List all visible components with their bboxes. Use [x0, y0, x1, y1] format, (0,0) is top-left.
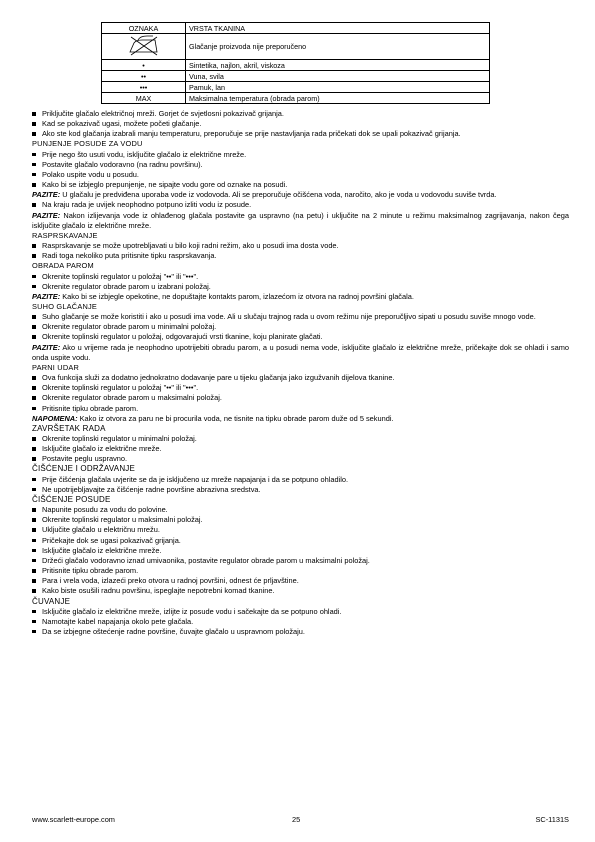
list-item-text: Okrenite toplinski regulator u položaj, odgovarajući vrsti tkanine, koju planirate glačati. [42, 332, 323, 342]
bullet-icon [32, 569, 36, 573]
list-item-text: Postavite peglu uspravno. [42, 454, 128, 464]
list-item [32, 434, 569, 444]
fabric-cell: Maksimalna temperatura (obrada parom) [186, 93, 490, 104]
list-item-text: Okrenite toplinski regulator u minimalni položaj. [42, 434, 197, 443]
fabric-cell: Pamuk, lan [186, 82, 490, 93]
bullet-icon [32, 163, 36, 167]
list-item [32, 485, 569, 495]
note-paragraph [32, 292, 569, 302]
section-heading: SUHO GLAČANJE [32, 301, 98, 311]
bullet-icon [32, 112, 36, 116]
table-row [102, 82, 490, 93]
list-item-text: Okrenite toplinski regulator u položaj "••" ili "•••". [42, 271, 199, 281]
fabric-cell: Sintetika, najlon, akril, viskoza [186, 60, 490, 71]
list-item [32, 556, 569, 566]
list-item-text: Ova funkcija služi za dodatno jednokratno dodavanje pare u tijeku glačanja jako izgužvanih dijelova tkanine. [42, 373, 395, 383]
table-row [102, 60, 490, 71]
bullet-icon [32, 386, 36, 390]
list-item-text: Okrenite regulator obrade parom u maksimalni položaj. [42, 393, 222, 403]
list-item-text: Okrenite toplinski regulator u maksimalni položaj. [42, 515, 203, 525]
bullet-icon [32, 620, 36, 624]
bullet-icon [32, 407, 36, 411]
list-item-text: Okrenite regulator obrade parom u minimalni položaj. [42, 322, 217, 332]
section-heading: OBRADA PAROM [32, 261, 94, 271]
bullet-icon [32, 254, 36, 258]
bullet-icon [32, 518, 36, 522]
list-item-text: Kad se pokazivač ugasi, možete početi glačanje. [42, 119, 202, 129]
list-item [32, 322, 569, 332]
list-item-text: Isključite glačalo iz električne mreže. [42, 545, 162, 555]
list-item-text: Isključite glačalo iz električne mreže, izlijte iz posude vodu i sačekajte da se potpuno ohladi. [42, 606, 342, 616]
section-heading: PARNI UDAR [32, 362, 80, 372]
list-item [32, 251, 569, 261]
list-item-text: Namotajte kabel napajanja okolo pete glačala. [42, 616, 194, 626]
footer-website: www.scarlett-europe.com [32, 815, 115, 824]
bullet-icon [32, 153, 36, 157]
section-heading: ZAVRŠETAK RADA [32, 423, 106, 433]
note-text: U glačalu je predviđena uporaba vode iz vodovoda. Ali se preporučuje očišćena voda, naročito, ako je voda u vodovodu suviše tvrda. [60, 190, 497, 200]
bullet-icon [32, 559, 36, 563]
list-item [32, 566, 569, 576]
list-item-text: Isključite glačalo iz električne mreže. [42, 444, 162, 454]
note-label: PAZITE: [32, 291, 61, 301]
bullet-icon [32, 488, 36, 492]
bullet-icon [32, 610, 36, 614]
bullet-icon [32, 315, 36, 319]
list-item-text: Uključite glačalo u električnu mrežu. [42, 525, 160, 535]
list-item [32, 282, 569, 292]
list-item-text: Postavite glačalo vodoravno (na radnu površinu). [42, 159, 203, 169]
fabric-cell: Vuna, svila [186, 71, 490, 82]
note-text: Kako iz otvora za paru ne bi procurila voda, ne tisnite na tipku obrade parom duže od 5 sekundi. [77, 413, 394, 423]
header-fabric: VRSTA TKANINA [186, 23, 490, 34]
bullet-icon [32, 376, 36, 380]
list-item-text: Ne upotrijebljavajte za čišćenje radne površine abrazivna sredstva. [42, 484, 261, 494]
table-row [102, 93, 490, 104]
bullet-icon [32, 335, 36, 339]
list-item-text: Priključite glačalo električnoj mreži. Gorjet će svjetlosni pokazivač grijanja. [42, 109, 284, 118]
list-item-text: Okrenite toplinski regulator u položaj "••" ili "•••". [42, 383, 199, 393]
note-text: Nakon izlijevanja vode iz ohlađenog glačala postavite ga uspravno (na petu) i uključite na 2 minute u režimu maksimalnog zagrijavanja, nakon čega isključite glačalo iz električne mreže. [32, 210, 569, 230]
footer-page-number: 25 [292, 815, 301, 824]
section-heading: ČUVANJE [32, 596, 71, 606]
section-heading: ČIŠĆENJE POSUDE [32, 494, 111, 504]
list-item-text: Držeći glačalo vodoravno iznad umivaonika, postavite regulator obrade parom u maksimalni položaj. [42, 555, 370, 565]
list-item [32, 404, 569, 414]
bullet-icon [32, 478, 36, 482]
instructions-body [32, 109, 569, 637]
mark-cell: ••• [102, 82, 186, 93]
list-item-text: Radi toga nekoliko puta pritisnite tipku rasprskavanja. [42, 251, 217, 261]
bullet-icon [32, 122, 36, 126]
bullet-icon [32, 203, 36, 207]
list-item [32, 170, 569, 180]
note-paragraph [32, 343, 569, 363]
section-heading: RASPRSKAVANJE [32, 230, 98, 240]
list-item-text: Suho glačanje se može koristiti i ako u posudi ima vode. Ali u slučaju trajnog rada u ovom režimu nije preporučljivo sipati u posudu suviše mnogo vode. [42, 312, 536, 322]
list-item [32, 332, 569, 342]
list-item-text: Pritisnite tipku obrade parom. [42, 403, 139, 413]
list-item [32, 525, 569, 535]
bullet-icon [32, 275, 36, 279]
mark-cell: • [102, 60, 186, 71]
bullet-icon [32, 132, 36, 136]
note-label: PAZITE: [32, 190, 61, 200]
list-item [32, 393, 569, 403]
list-item [32, 180, 569, 190]
bullet-icon [32, 183, 36, 187]
list-item-text: Para i vrela voda, izlazeći preko otvora u radnoj površini, odnest će prljavštine. [42, 576, 299, 586]
list-item [32, 129, 569, 139]
footer-model: SC-1131S [535, 815, 569, 824]
bullet-icon [32, 539, 36, 543]
bullet-icon [32, 630, 36, 634]
list-item [32, 241, 569, 251]
fabric-table [101, 22, 490, 104]
list-item [32, 475, 569, 485]
bullet-icon [32, 244, 36, 248]
list-item-text: Pričekajte dok se ugasi pokazivač grijanja. [42, 535, 181, 545]
list-item-text: Pritisnite tipku obrade parom. [42, 566, 139, 576]
list-item-text: Ako ste kod glačanja izabrali manju temperaturu, preporučuje se prije nastavljanja rada pričekati dok se upali pokazivač grijanja. [42, 129, 461, 139]
list-item [32, 515, 569, 525]
list-item [32, 627, 569, 637]
list-item [32, 150, 569, 160]
header-mark: OZNAKA [102, 23, 186, 34]
table-row [102, 71, 490, 82]
bullet-icon [32, 579, 36, 583]
list-item [32, 119, 569, 129]
note-text: Ako u vrijeme rada je neophodno upotrijebiti obradu parom, a u posudi nema vode, isključite glačalo iz električne mreže, pričekajte dok se ohladi i samo onda uspite vodu. [32, 342, 569, 362]
section-heading: PUNJENJE POSUDE ZA VODU [32, 139, 143, 149]
mark-cell [102, 34, 186, 60]
table-row [102, 34, 490, 60]
list-item-text: Na kraju rada je uvijek neophodno potpuno izliti vodu iz posude. [42, 200, 252, 210]
list-item [32, 383, 569, 393]
list-item-text: Prije čišćenja glačala uvjerite se da je isključeno uz mreže napajanja i da se potpuno ohladilo. [42, 474, 349, 484]
list-item [32, 576, 569, 586]
list-item-text: Da se izbjegne oštećenje radne površine, čuvajte glačalo u uspravnom položaju. [42, 626, 305, 636]
list-item [32, 373, 569, 383]
list-item [32, 272, 569, 282]
section-heading: ČIŠĆENJE I ODRŽAVANJE [32, 464, 136, 474]
bullet-icon [32, 447, 36, 451]
list-item [32, 617, 569, 627]
list-item [32, 546, 569, 556]
bullet-icon [32, 589, 36, 593]
note-text: Kako bi se izbjegle opekotine, ne dopuštajte kontakts parom, izlazećom iz otvora na radnoj površini glačala. [60, 291, 414, 301]
table-header-row [102, 23, 490, 34]
list-item [32, 444, 569, 454]
note-paragraph [32, 211, 569, 231]
bullet-icon [32, 528, 36, 532]
list-item [32, 505, 569, 515]
note-paragraph [32, 414, 569, 424]
note-label: PAZITE: [32, 342, 61, 352]
bullet-icon [32, 549, 36, 553]
fabric-cell: Glačanje proizvoda nije preporučeno [186, 34, 490, 60]
list-item [32, 586, 569, 596]
bullet-icon [32, 437, 36, 441]
list-item [32, 160, 569, 170]
bullet-icon [32, 173, 36, 177]
note-label: PAZITE: [32, 210, 61, 220]
mark-cell: •• [102, 71, 186, 82]
list-item [32, 200, 569, 210]
mark-cell: MAX [102, 93, 186, 104]
note-label: NAPOMENA: [32, 413, 78, 423]
bullet-icon [32, 457, 36, 461]
bullet-icon [32, 325, 36, 329]
bullet-icon [32, 508, 36, 512]
list-item-text: Kako biste osušili radnu površinu, ispeglajte nepotrebni komad tkanine. [42, 586, 275, 596]
list-item [32, 454, 569, 464]
list-item [32, 312, 569, 322]
list-item-text: Prije nego što usuti vodu, isključite glačalo iz električne mreže. [42, 149, 247, 159]
list-item-text: Kako bi se izbjeglo prepunjenje, ne sipajte vodu gore od oznake na posudi. [42, 180, 288, 190]
bullet-icon [32, 285, 36, 289]
list-item-text: Rasprskavanje se može upotrebljavati u bilo koji radni režim, ako u posudi ima dosta vode. [42, 241, 339, 251]
note-paragraph [32, 190, 569, 200]
list-item-text: Okrenite regulator obrade parom u izabrani položaj. [42, 281, 211, 291]
crossed-iron-icon [125, 35, 163, 57]
list-item [32, 607, 569, 617]
list-item-text: Napunite posudu za vodu do polovine. [42, 505, 168, 515]
list-item-text: Polako uspite vodu u posudu. [42, 169, 139, 179]
list-item [32, 109, 569, 119]
bullet-icon [32, 396, 36, 400]
list-item [32, 536, 569, 546]
